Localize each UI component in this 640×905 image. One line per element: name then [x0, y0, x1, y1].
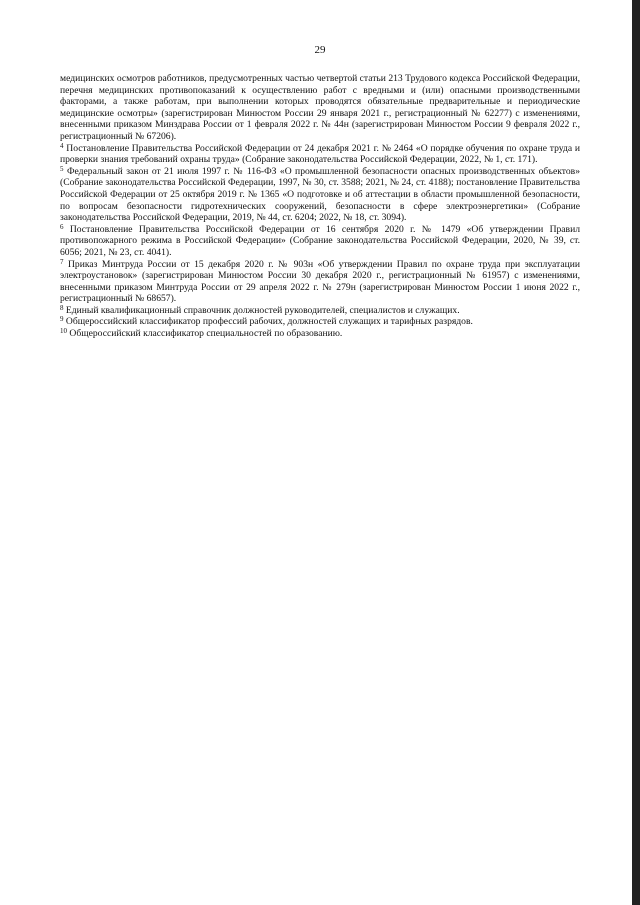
footnote-text: Общероссийский классификатор профессий рабочих, должностей служащих и тарифных разрядов.	[65, 316, 473, 328]
footnote-text: Постановление Правительства Российской Федерации от 24 декабря 2021 г. № 2464 «О порядке обучения по охране труда и проверки знания требований охраны труда» (Собрание законодательства Российской Федерации, 2022, № 1, ст. 171).	[60, 142, 580, 166]
footnote-5	[60, 166, 580, 224]
footnote-10	[60, 328, 580, 340]
footnote-6	[60, 224, 580, 259]
footnote-text: Приказ Минтруда России от 15 декабря 2020 г. № 903н «Об утверждении Правил по охране труда при эксплуатации электроустановок» (зарегистрирован Минюстом России 30 декабря 2020 г., регистрационный № 61957) с изменениями, внесенными приказом Минтруда России от 29 апреля 2022 г. № 279н (зарегистрирован Минюстом России 1 июня 2022 г., регистрационный № 68657).	[60, 258, 581, 305]
footnote-mark: 10	[60, 327, 67, 336]
footnote-7	[60, 259, 580, 305]
footnote-text: Единый квалификационный справочник должностей руководителей, специалистов и служащих.	[65, 304, 460, 316]
footnote-text: медицинских осмотров работников, предусмотренных частью четвертой статьи 213 Трудового кодекса Российской Федерации, перечня медицинских противопоказаний к осуществлению работ с вредными и (или) опасными производственными факторами, а также работам, при выполнении которых проводятся обязательные предварительные и периодические медицинские осмотры» (зарегистрирован Минюстом России 29 января 2021 г., регистрационный № 62277) с изменениями, внесенными приказом Минздрава России от 1 февраля 2022 г. № 44н (зарегистрирован Минюстом России 9 февраля 2022 г., регистрационный № 67206).	[60, 73, 580, 142]
footnote-continuation	[60, 73, 580, 143]
footnote-mark: 9	[60, 315, 64, 324]
footnote-mark: 6	[60, 222, 64, 231]
footnote-9	[60, 316, 580, 328]
scan-edge-border	[632, 0, 640, 905]
footnote-text: Федеральный закон от 21 июля 1997 г. № 116-ФЗ «О промышленной безопасности опасных производственных объектов» (Собрание законодательства Российской Федерации, 1997, № 30, ст. 3588; 2021, № 24, ст. 4188); постановление Правительства Российской Федерации от 25 октября 2019 г. № 1365 «О подготовке и об аттестации в области промышленной безопасности, по вопросам безопасности гидротехнических сооружений, безопасности в сфере электроэнергетики» (Собрание законодательства Российской Федерации, 2019, № 44, ст. 6204; 2022, № 18, ст. 3094).	[60, 165, 580, 224]
footnote-mark: 4	[60, 141, 64, 150]
footnote-8	[60, 305, 580, 317]
footnote-mark: 7	[60, 257, 64, 266]
footnote-text: Постановление Правительства Российской Федерации от 16 сентября 2020 г. № 1479 «Об утверждении Правил противопожарного режима в Российской Федерации» (Собрание законодательства Российской Федерации, 2020, № 39, ст. 6056; 2021, № 23, ст. 4041).	[60, 223, 581, 258]
footnote-text: Общероссийский классификатор специальностей по образованию.	[69, 328, 343, 340]
footnote-4	[60, 143, 580, 166]
footnotes-block	[60, 73, 580, 340]
footnote-mark: 5	[60, 164, 64, 173]
footnote-mark: 8	[60, 303, 64, 312]
page-number: 29	[314, 44, 326, 56]
